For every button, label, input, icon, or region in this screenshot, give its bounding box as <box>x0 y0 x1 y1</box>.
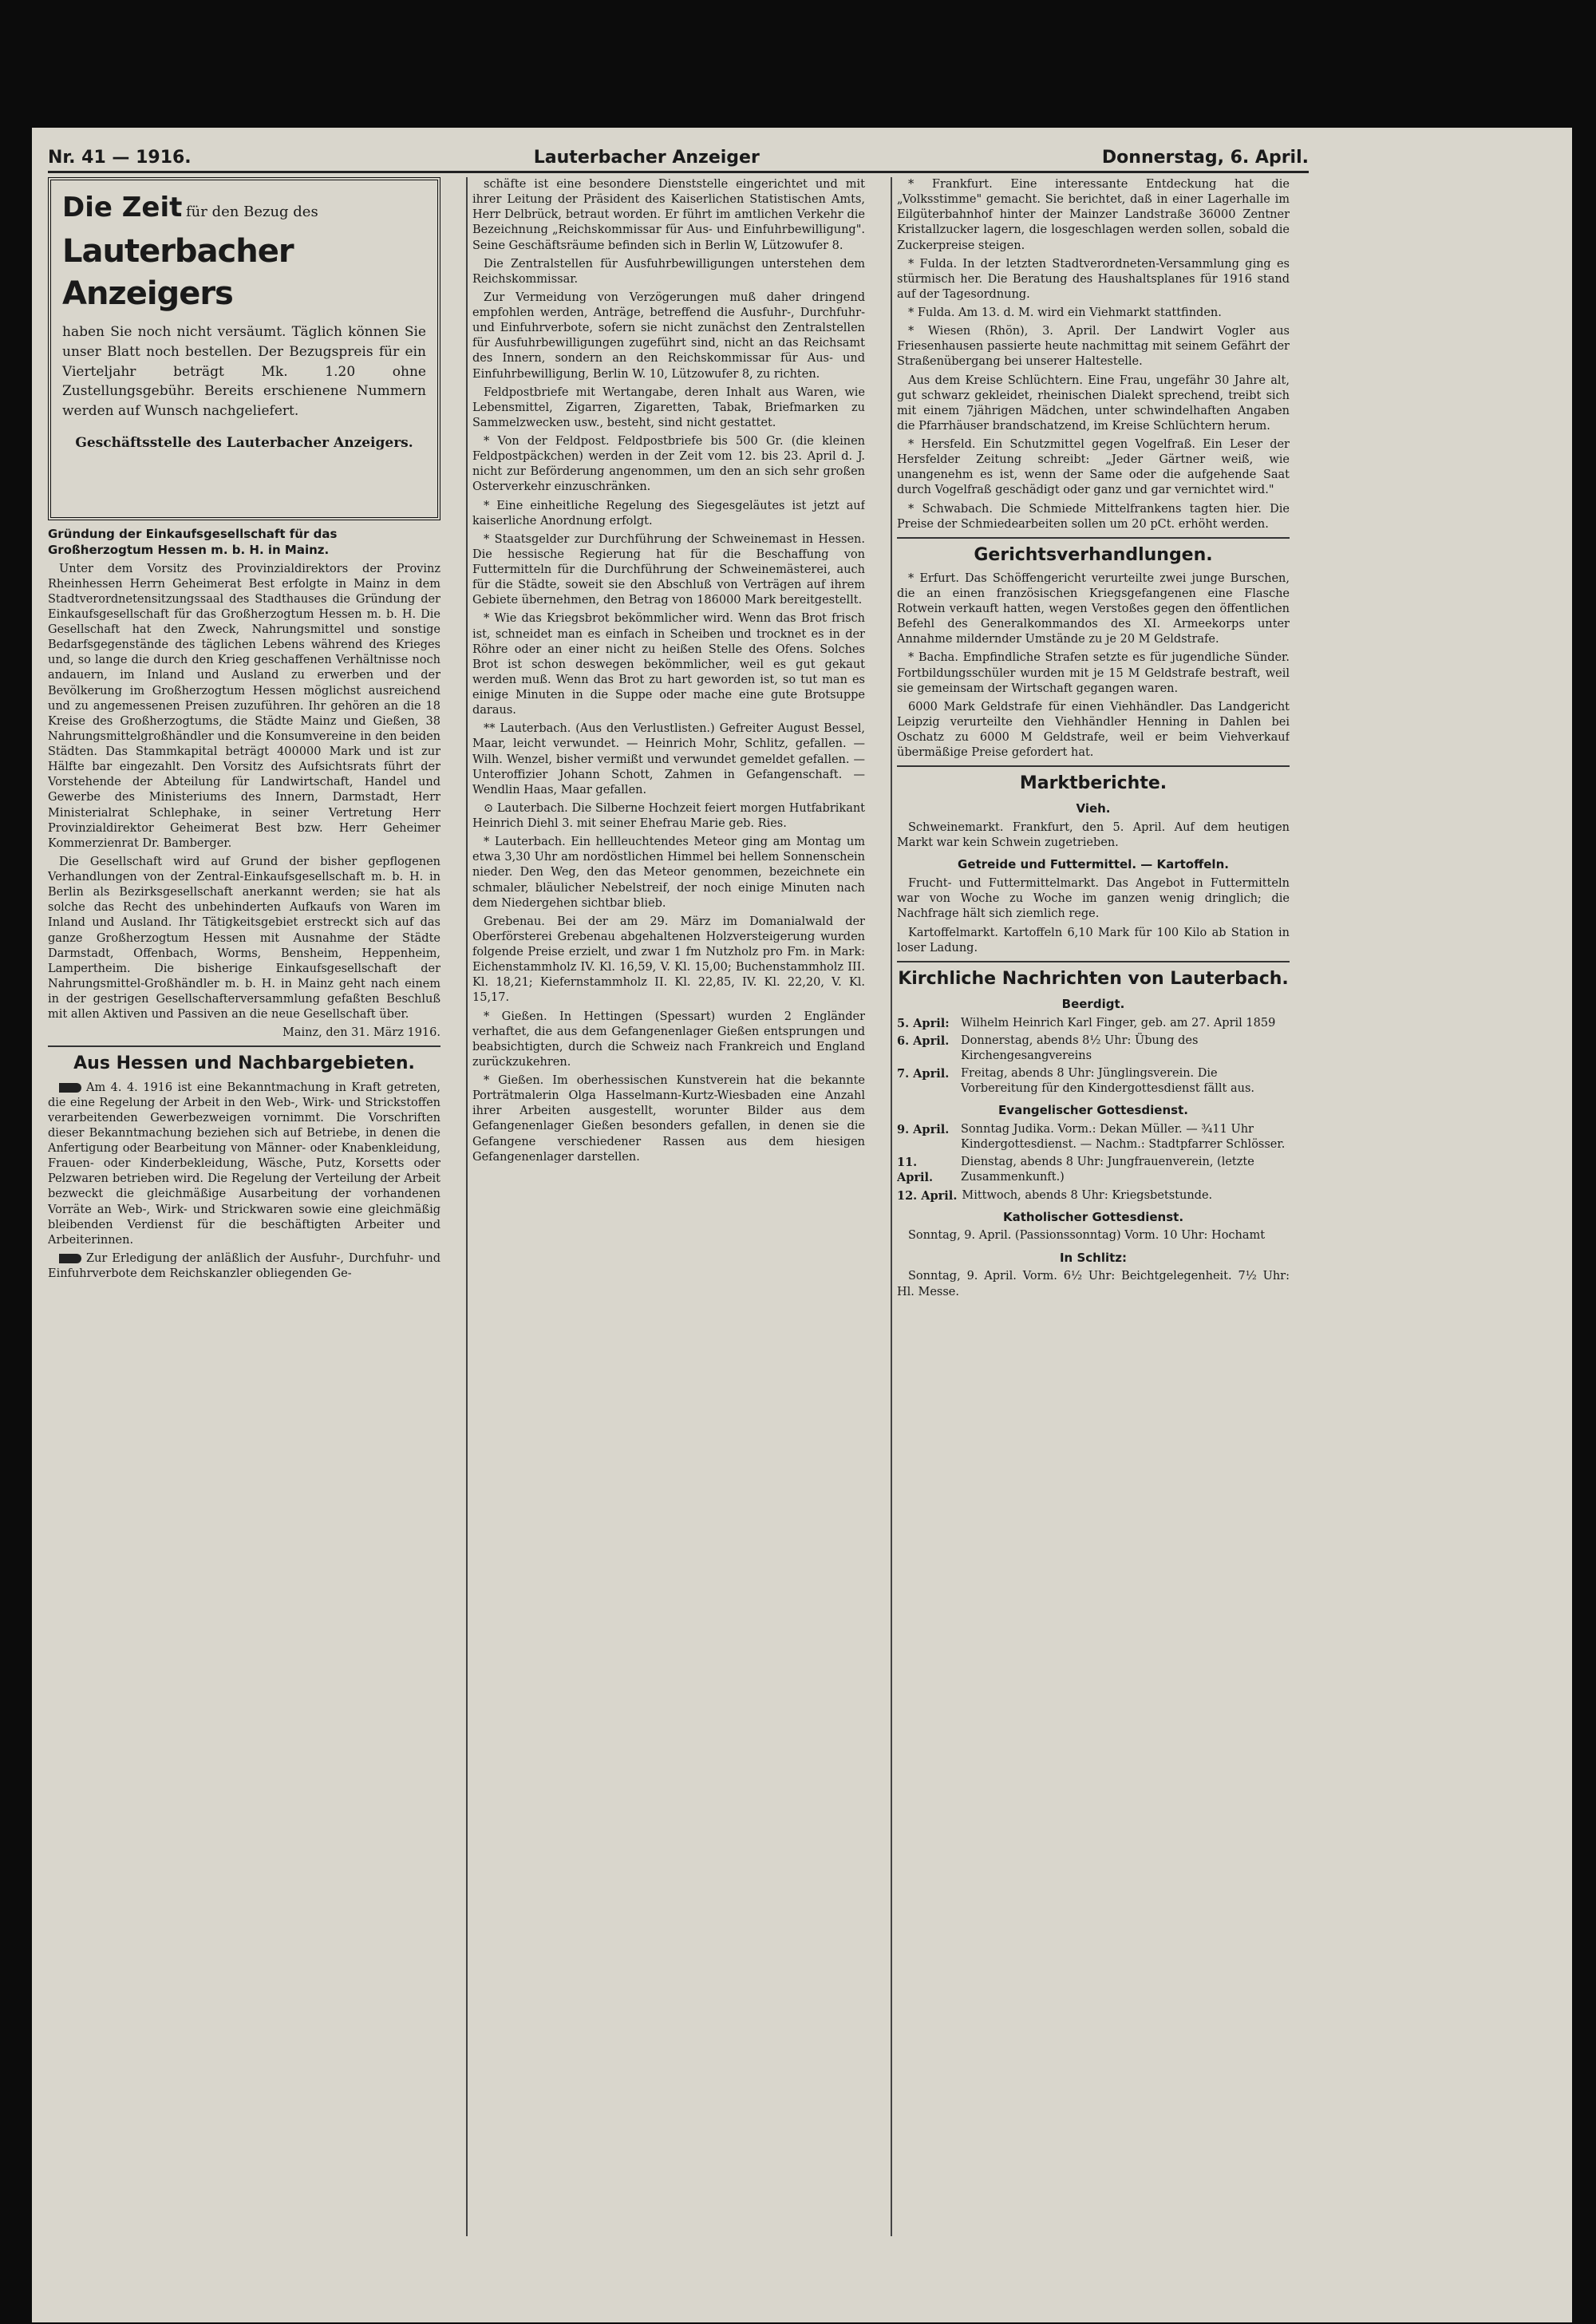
article-paragraph: * Schwabach. Die Schmiede Mittelfrankens tagten hier. Die Preise der Schmiedearbeiten sollen um 20 pCt. erhöht werden. <box>897 502 1290 531</box>
market-report: Frucht- und Futtermittelmarkt. Das Angebot in Futtermitteln war von Woche zu Woche im ganzen wenig dringlich; die Nachfrage hält sich ziemlich rege. <box>897 877 1290 921</box>
article-paragraph: Feldpostbriefe mit Wertangabe, deren Inhalt aus Waren, wie Lebensmittel, Zigarren, Zigaretten, Tabak, Briefmarken zu Sammelzwecken usw., besteht, sind nicht gestattet. <box>472 385 865 429</box>
column-2 <box>472 177 865 2252</box>
section-title-court: Gerichtsverhandlungen. <box>974 544 1213 565</box>
church-entry-text: Mittwoch, abends 8 Uhr: Kriegsbetstunde. <box>962 1188 1213 1202</box>
church-entry-date: 11. April. <box>897 1156 934 1185</box>
market-subheading: Vieh. <box>1076 801 1111 816</box>
article-paragraph: * Fulda. In der letzten Stadtverordneten-Versammlung ging es stürmisch her. Die Beratung des Haushaltsplanes für 1916 stand auf der Tagesordnung. <box>897 257 1290 301</box>
church-subheading: Beerdigt. <box>1061 996 1125 1011</box>
church-entry <box>897 1122 1290 1152</box>
ad-paper-name: Lauterbacher Anzeigers <box>62 232 294 312</box>
church-entry-text: Freitag, abends 8 Uhr: Jünglingsverein. Die Vorbereitung für den Kindergottesdienst fällt aus. <box>961 1066 1255 1096</box>
church-entry <box>897 1034 1290 1064</box>
church-entry <box>897 1188 1290 1204</box>
article-paragraph: * Erfurt. Das Schöffengericht verurteilte zwei junge Burschen, die an einen französischen Kriegsgefangenen eine Flasche Rotwein verkauft hatten, wegen Verstoßes gegen den öffentlichen Befehl des Generalkommandos des XI. Armeekorps unter Annahme mildernder Umstände zu je 20 M Geldstrafe. <box>897 571 1290 646</box>
pointing-hand-icon <box>59 1254 81 1263</box>
ad-footer: Geschäftsstelle des Lauterbacher Anzeigers. <box>75 434 413 451</box>
ad-headline-small: für den Bezug des <box>186 204 318 220</box>
section-rule <box>897 537 1290 539</box>
church-list <box>897 1016 1290 1097</box>
article-paragraph: * Gießen. Im oberhessischen Kunstverein hat die bekannte Porträtmalerin Olga Hasselmann-Kurtz-Wiesbaden eine Anzahl ihrer Arbeiten ausgestellt, worunter Bilder aus dem Gefangenenlager Gießen besonders gefallen, in denen sie die Gefangene verschiedener Rassen aus dem hiesigen Gefangenenlager darstellen. <box>472 1074 865 1164</box>
church-entry: Sonntag, 9. April. (Passionssonntag) Vorm. 10 Uhr: Hochamt <box>908 1229 1266 1243</box>
article-paragraph: Die Zentralstellen für Ausfuhrbewilligungen unterstehen dem Reichskommissar. <box>472 257 865 286</box>
church-entry <box>897 1016 1290 1031</box>
subscription-ad <box>48 177 440 520</box>
church-entry-text: Sonntag Judika. Vorm.: Dekan Müller. — ¾11 Uhr Kindergottesdienst. — Nachm.: Stadtpfarrer Schlösser. <box>961 1123 1286 1152</box>
ad-headline: Die Zeit <box>62 192 183 223</box>
masthead-name: Lauterbacher Anzeiger <box>533 147 760 168</box>
article-paragraph: Zur Vermeidung von Verzögerungen muß daher dringend empfohlen werden, Anträge, betreffend die Ausfuhr-, Durchfuhr- und Einfuhrverbote, sofern sie nicht zunächst den Zentralstellen für Ausfuhrbewilligungen zugeführt sind, nicht an das Reichsamt des Innern, sondern an den Reichskommissar für Aus- und Einfuhrbewilligung, Berlin W. 10, Lützowufer 8, zu richten. <box>472 290 865 381</box>
article-paragraph: * Fulda. Am 13. d. M. wird ein Viehmarkt stattfinden. <box>908 306 1222 319</box>
article-paragraph <box>48 1251 440 1282</box>
header-rule <box>48 171 1309 173</box>
article-paragraph: * Wiesen (Rhön), 3. April. Der Landwirt Vogler aus Friesenhausen passierte heute nachmittag mit seinem Gefährt der Straßenübergang bei unserer Haltestelle. <box>897 325 1290 369</box>
article-paragraph: Aus dem Kreise Schlüchtern. Eine Frau, ungefähr 30 Jahre alt, gut schwarz gekleidet, rheinischen Dialekt sprechend, treibt sich mit einem 7jährigen Mädchen, unter schwindelhaften Angaben die Pfarrhäuser brandschatzend, im Kreise Schlüchtern herum. <box>897 374 1290 433</box>
article-paragraph: Die Gesellschaft wird auf Grund der bisher gepflogenen Verhandlungen von der Zentral-Einkaufsgesellschaft m. b. H. in Berlin als Bezirksgesellschaft anerkannt werden; sie hat als solche das Recht des unbehinderten Aufkaufs von Waren im Inland und Ausland. Ihr Tätigkeitsgebiet erstreckt sich auf das ganze Großherzogtum Hessen mit Ausnahme der Städte Darmstadt, Offenbach, Worms, Bensheim, Heppenheim, Lampertheim. Die bisherige Einkaufsgesellschaft der Nahrungsmittel-Großhändler m. b. H. in Mainz geht nach einem in der gestrigen Gesellschafterversammlung gefaßten Beschluß mit allen Aktiven und Passiven an die neue Gesellschaft über. <box>48 855 440 1022</box>
article-paragraph <box>48 1081 440 1248</box>
church-entry-date: 9. April. <box>897 1123 950 1137</box>
church-entry-text: Dienstag, abends 8 Uhr: Jungfrauenverein, (letzte Zusammenkunft.) <box>961 1156 1254 1184</box>
issue-number: Nr. 41 — 1916. <box>48 147 192 168</box>
article-paragraph: * Bacha. Empfindliche Strafen setzte es für jugendliche Sünder. Fortbildungsschüler wurden mit je 15 M Geldstrafe bestraft, weil sie gemeinsam der Wirtschaft gegangen waren. <box>897 651 1290 695</box>
issue-date: Donnerstag, 6. April. <box>1101 147 1309 168</box>
article-paragraph: * Hersfeld. Ein Schutzmittel gegen Vogelfraß. Ein Leser der Hersfelder Zeitung schreibt: „Jeder Gärtner weiß, wie unangenehm es ist, wenn der Same oder die aufgehende Saat durch Vogelfraß geschädigt oder ganz und gar vernichtet wird." <box>897 438 1290 497</box>
church-entry-date: 6. April. <box>897 1034 950 1048</box>
church-entry: Sonntag, 9. April. Vorm. 6½ Uhr: Beichtgelegenheit. 7½ Uhr: Hl. Messe. <box>897 1270 1290 1298</box>
article-paragraph: * Gießen. In Hettingen (Spessart) wurden 2 Engländer verhaftet, die aus dem Gefangenenlager Gießen entsprungen und beabsichtigten, durch die Schweiz nach Frankreich und England zurückzukehren. <box>472 1010 865 1069</box>
market-subheading: Getreide und Futtermittel. — Kartoffeln. <box>958 857 1229 872</box>
column-divider <box>891 177 892 2236</box>
column-1 <box>48 177 440 2252</box>
article-paragraph: 6000 Mark Geldstrafe für einen Viehhändler. Das Landgericht Leipzig verurteilte den Viehhändler Henning in Dahlen bei Oschatz zu 6000 M Geldstrafe, weil er beim Viehverkauf übermäßige Preise gefordert hat. <box>897 700 1290 760</box>
church-subheading: Evangelischer Gottesdienst. <box>998 1103 1188 1118</box>
market-report: Schweinemarkt. Frankfurt, den 5. April. Auf dem heutigen Markt war kein Schwein zugetrieben. <box>897 821 1290 850</box>
section-title: Aus Hessen und Nachbargebieten. <box>73 1053 415 1074</box>
article-text: Am 4. 4. 1916 ist eine Bekanntmachung in Kraft getreten, die eine Regelung der Arbeit in den Web-, Wirk- und Strickstoffen verarbeitenden Gewerbezweigen vornimmt. Die Vorschriften dieser Bekanntmachung beziehen sich auf Betriebe, in denen die Anfertigung oder Bearbeitung von Männer- oder Knabenkleidung, Frauen- oder Kinderbekleidung, Wäsche, Putz, Korsetts oder Pelzwaren betrieben wird. Die Regelung der Verteilung der Arbeit bezweckt die gleichmäßige Ausarbeitung der vorhandenen Vorräte an Web-, Wirk- und Strickwaren sowie eine gleichmäßig bleibenden Verdienst für die beschäftigten Arbeiter und Arbeiterinnen. <box>48 1081 440 1247</box>
church-entry-date: 12. April. <box>897 1188 958 1203</box>
church-entry-date: 5. April: <box>897 1016 950 1030</box>
article-paragraph: * Lauterbach. Ein hellleuchtendes Meteor ging am Montag um etwa 3,30 Uhr am nordöstlichen Himmel bei hellem Sonnenschein nieder. Den Weg, den das Meteor genommen, bezeichnete ein schmaler, bläulicher Nebelstreif, der noch einige Minuten nach dem Niedergehen sichtbar blieb. <box>472 836 865 910</box>
church-entry-text: Wilhelm Heinrich Karl Finger, geb. am 27. April 1859 <box>961 1016 1276 1030</box>
section-title-market: Marktberichte. <box>1019 773 1167 794</box>
church-entry-date: 7. April. <box>897 1066 950 1081</box>
article-paragraph: * Staatsgelder zur Durchführung der Schweinemast in Hessen. Die hessische Regierung hat für die Beschaffung von Futtermitteln für die Durchführung der Schweinemästerei, auch für die Städte, soweit sie den Abschluß von Verträgen auf ihrem Gebiete übernehmen, den Betrag von 186000 Mark bereitgestellt. <box>472 532 865 607</box>
pointing-hand-icon <box>59 1083 81 1093</box>
ad-body: haben Sie noch nicht versäumt. Täglich können Sie unser Blatt noch bestellen. Der Bezugspreis für ein Vierteljahr beträgt Mk. 1.20 ohne Zustellungsgebühr. Bereits erschienene Nummern werden auf Wunsch nachgeliefert. <box>62 324 426 420</box>
section-rule <box>897 961 1290 962</box>
church-list <box>897 1122 1290 1204</box>
article-title: Gründung der Einkaufsgesellschaft für das Großherzogtum Hessen m. b. H. in Mainz. <box>48 527 338 557</box>
section-rule <box>48 1045 440 1047</box>
page-header <box>48 145 1309 169</box>
article-paragraph: * Eine einheitliche Regelung des Siegesgeläutes ist jetzt auf kaiserliche Anordnung erfolgt. <box>472 499 865 528</box>
column-3 <box>897 177 1290 2252</box>
article-paragraph: ⊙ Lauterbach. Die Silberne Hochzeit feiert morgen Hutfabrikant Heinrich Diehl 3. mit seiner Ehefrau Marie geb. Ries. <box>472 801 865 830</box>
article-paragraph: * Wie das Kriegsbrot bekömmlicher wird. Wenn das Brot frisch ist, schneidet man es einfach in Scheiben und trocknet es in der Röhre oder an einer nicht zu heißen Stelle des Ofens. Solches Brot ist schon deswegen bekömmlicher, weil es gut gekaut werden muß. Wenn das Brot zu hart geworden ist, so tut man es einige Minuten in die Suppe oder mache eine gute Brotsuppe daraus. <box>472 612 865 717</box>
article-text: Zur Erledigung der anläßlich der Ausfuhr-, Durchfuhr- und Einfuhrverbote dem Reichskanzler obliegenden Ge- <box>48 1251 440 1280</box>
church-entry-text: Donnerstag, abends 8½ Uhr: Übung des Kirchengesangvereins <box>961 1034 1199 1062</box>
church-entry <box>897 1066 1290 1097</box>
article-paragraph: ** Lauterbach. (Aus den Verlustlisten.) Gefreiter August Bessel, Maar, leicht verwundet. — Heinrich Mohr, Schlitz, gefallen. — Wilh. Wenzel, bisher vermißt und verwundet gemeldet gefallen. — Unteroffizier Johann Schott, Zahmen in Gefangenschaft. — Wendlin Haas, Maar gefallen. <box>472 722 865 796</box>
column-divider <box>466 177 468 2236</box>
market-report: Kartoffelmarkt. Kartoffeln 6,10 Mark für 100 Kilo ab Station in loser Ladung. <box>897 926 1290 955</box>
section-rule <box>897 765 1290 767</box>
article-paragraph: * Von der Feldpost. Feldpostbriefe bis 500 Gr. (die kleinen Feldpostpäckchen) werden in der Zeit vom 12. bis 23. April d. J. nicht zur Beförderung angenommen, um den an sich sehr großen Osterverkehr einzuschränken. <box>472 435 865 494</box>
church-entry <box>897 1155 1290 1185</box>
article-paragraph: Grebenau. Bei der am 29. März im Domanialwald der Oberförsterei Grebenau abgehaltenen Holzversteigerung wurden folgende Preise erzielt, und zwar 1 fm Nutzholz pro Fm. in Mark: Eichenstammholz IV. Kl. 16,59, V. Kl. 15,00; Buchenstammholz III. Kl. 18,21; Kiefernstammholz II. Kl. 22,85, IV. Kl. 22,20, V. Kl. 15,17. <box>472 915 865 1005</box>
article-paragraph: Unter dem Vorsitz des Provinzialdirektors der Provinz Rheinhessen Herrn Geheimerat Best erfolgte in Mainz in dem Stadtverordnetensitzungssaal des Stadthauses die Gründung der Einkaufsgesellschaft für das Großherzogtum Hessen m. b. H. Die Gesellschaft hat den Zweck, Nahrungsmittel und sonstige Bedarfsgegenstände des täglichen Lebens während des Krieges und, so lange die durch den Krieg geschaffenen Verhältnisse noch andauern, im Inland und Ausland zu erwerben und der Bevölkerung im Großherzogtum Hessen möglichst ausreichend und zu angemessenen Preisen zuzuführen. Ihr gehören an die 18 Kreise des Großherzogtums, die Städte Mainz und Gießen, 38 Nahrungsmittelgroßhändler und die Konsumvereine in den beiden Städten. Das Stammkapital beträgt 400000 Mark und ist zur Hälfte bar eingezahlt. Den Vorsitz des Aufsichtsrats führt der Vorstehende der Abteilung für Landwirtschaft, Handel und Gewerbe des Ministeriums des Innern, Darmstadt, Herr Ministerialrat Schlephake, in seiner Vertretung Herr Provinzialdirektor Geheimerat Best bzw. Herr Geheimer Kommerzienrat Dr. Bamberger. <box>48 562 440 850</box>
church-subheading: In Schlitz: <box>1059 1250 1128 1265</box>
article-paragraph: schäfte ist eine besondere Dienststelle eingerichtet und mit ihrer Leitung der Präsident des Kaiserlichen Statistischen Amts, Herr Delbrück, betraut worden. Er führt im amtlichen Verkehr die Bezeichnung „Reichskommissar für Aus- und Einfuhrbewilligung". Seine Geschäftsräume befinden sich in Berlin W, Lützowufer 8. <box>472 178 865 252</box>
article-paragraph: * Frankfurt. Eine interessante Entdeckung hat die „Volksstimme" gemacht. Sie berichtet, daß in einer Lagerhalle im Eilgüterbahnhof hinter der Mainzer Landstraße 36000 Zentner Kristallzucker lagern, die losgeschlagen werden sollen, sobald die Zuckerpreise steigen. <box>897 178 1290 252</box>
section-title-church: Kirchliche Nachrichten von Lauterbach. <box>898 968 1289 989</box>
church-subheading: Katholischer Gottesdienst. <box>1002 1209 1184 1224</box>
article-dateline: Mainz, den 31. März 1916. <box>282 1026 440 1040</box>
